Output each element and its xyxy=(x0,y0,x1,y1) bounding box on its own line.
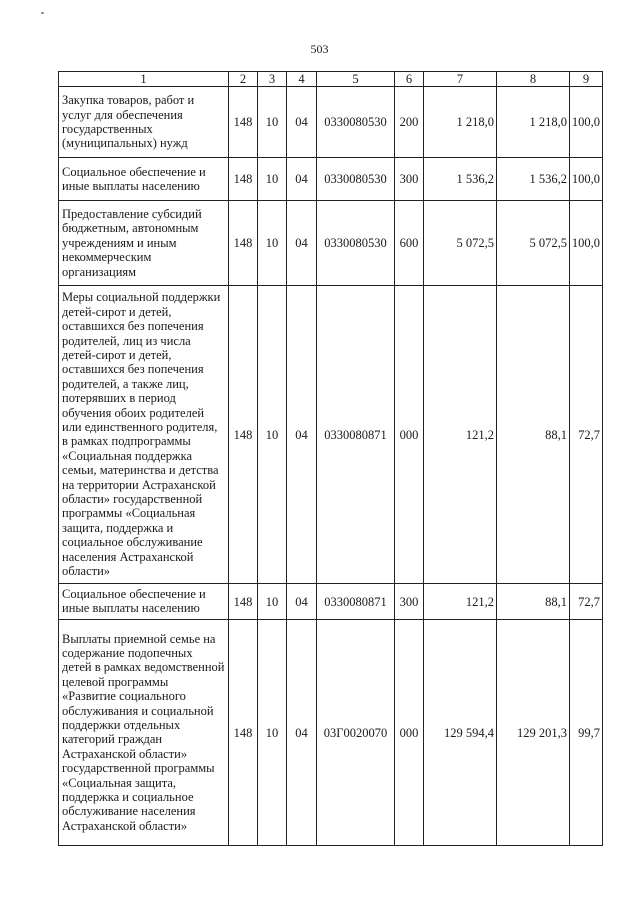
cell-target-article: 0330080530 xyxy=(317,158,395,201)
cell-admin-code: 148 xyxy=(229,201,258,286)
cell-admin-code: 148 xyxy=(229,158,258,201)
cell-value-7: 121,2 xyxy=(424,584,497,620)
cell-value-7: 1 218,0 xyxy=(424,87,497,158)
column-header-6: 6 xyxy=(395,72,424,87)
cell-target-article: 0330080530 xyxy=(317,87,395,158)
cell-target-article: 0330080871 xyxy=(317,584,395,620)
cell-expense-type: 600 xyxy=(395,201,424,286)
cell-value-7: 129 594,4 xyxy=(424,620,497,846)
cell-expense-type: 200 xyxy=(395,87,424,158)
cell-subsection: 04 xyxy=(287,286,317,584)
cell-value-8: 1 536,2 xyxy=(497,158,570,201)
cell-expense-type: 000 xyxy=(395,286,424,584)
cell-subsection: 04 xyxy=(287,584,317,620)
cell-percent: 100,0 xyxy=(570,87,603,158)
column-header-9: 9 xyxy=(570,72,603,87)
table-header-row xyxy=(59,72,603,87)
table-row xyxy=(59,87,603,158)
column-header-2: 2 xyxy=(229,72,258,87)
table-row xyxy=(59,286,603,584)
budget-table xyxy=(58,71,603,846)
cell-target-article: 03Г0020070 xyxy=(317,620,395,846)
scan-speck xyxy=(41,12,44,14)
cell-value-7: 5 072,5 xyxy=(424,201,497,286)
cell-admin-code: 148 xyxy=(229,584,258,620)
cell-subsection: 04 xyxy=(287,87,317,158)
column-header-4: 4 xyxy=(287,72,317,87)
cell-subsection: 04 xyxy=(287,620,317,846)
cell-subsection: 04 xyxy=(287,201,317,286)
table-row xyxy=(59,158,603,201)
table-row xyxy=(59,201,603,286)
column-header-3: 3 xyxy=(258,72,287,87)
row-name: Социальное обеспечение и иные выплаты населению xyxy=(59,584,229,620)
row-name: Меры социальной поддержки детей-сирот и детей, оставшихся без попечения родителей, лиц из числа детей-сирот и детей, оставшихся без попечения родителей, а также лиц, потерявших в период обучения обоих родителей или единственного родителя, в рамках подпрограммы «Социальная поддержка семьи, материнства и детства на территории Астраханской области» государственной программы «Социальная защита, поддержка и социальное обслуживание населения Астраханской области» xyxy=(59,286,229,584)
cell-value-7: 121,2 xyxy=(424,286,497,584)
cell-target-article: 0330080530 xyxy=(317,201,395,286)
page-number: 503 xyxy=(310,42,329,56)
cell-value-8: 88,1 xyxy=(497,286,570,584)
row-name: Закупка товаров, работ и услуг для обеспечения государственных (муниципальных) нужд xyxy=(59,87,229,158)
cell-percent: 100,0 xyxy=(570,158,603,201)
cell-value-8: 1 218,0 xyxy=(497,87,570,158)
cell-target-article: 0330080871 xyxy=(317,286,395,584)
cell-section: 10 xyxy=(258,201,287,286)
cell-subsection: 04 xyxy=(287,158,317,201)
cell-section: 10 xyxy=(258,87,287,158)
cell-section: 10 xyxy=(258,620,287,846)
cell-percent: 72,7 xyxy=(570,584,603,620)
cell-percent: 99,7 xyxy=(570,620,603,846)
row-name: Выплаты приемной семье на содержание подопечных детей в рамках ведомственной целевой программы «Развитие социального обслуживания и социальной поддержки отдельных категорий граждан Астраханской области» государственной программы «Социальная защита, поддержка и социальное обслуживание населения Астраханской области» xyxy=(59,620,229,846)
cell-value-8: 5 072,5 xyxy=(497,201,570,286)
cell-section: 10 xyxy=(258,158,287,201)
cell-admin-code: 148 xyxy=(229,620,258,846)
row-name: Социальное обеспечение и иные выплаты населению xyxy=(59,158,229,201)
cell-value-8: 88,1 xyxy=(497,584,570,620)
cell-value-7: 1 536,2 xyxy=(424,158,497,201)
cell-percent: 72,7 xyxy=(570,286,603,584)
column-header-8: 8 xyxy=(497,72,570,87)
table-row xyxy=(59,620,603,846)
cell-admin-code: 148 xyxy=(229,87,258,158)
cell-section: 10 xyxy=(258,286,287,584)
column-header-7: 7 xyxy=(424,72,497,87)
cell-value-8: 129 201,3 xyxy=(497,620,570,846)
cell-section: 10 xyxy=(258,584,287,620)
row-name: Предоставление субсидий бюджетным, автономным учреждениям и иным некоммерческим организациям xyxy=(59,201,229,286)
cell-expense-type: 000 xyxy=(395,620,424,846)
table-row xyxy=(59,584,603,620)
cell-expense-type: 300 xyxy=(395,584,424,620)
cell-percent: 100,0 xyxy=(570,201,603,286)
column-header-5: 5 xyxy=(317,72,395,87)
column-header-1: 1 xyxy=(59,72,229,87)
cell-admin-code: 148 xyxy=(229,286,258,584)
cell-expense-type: 300 xyxy=(395,158,424,201)
